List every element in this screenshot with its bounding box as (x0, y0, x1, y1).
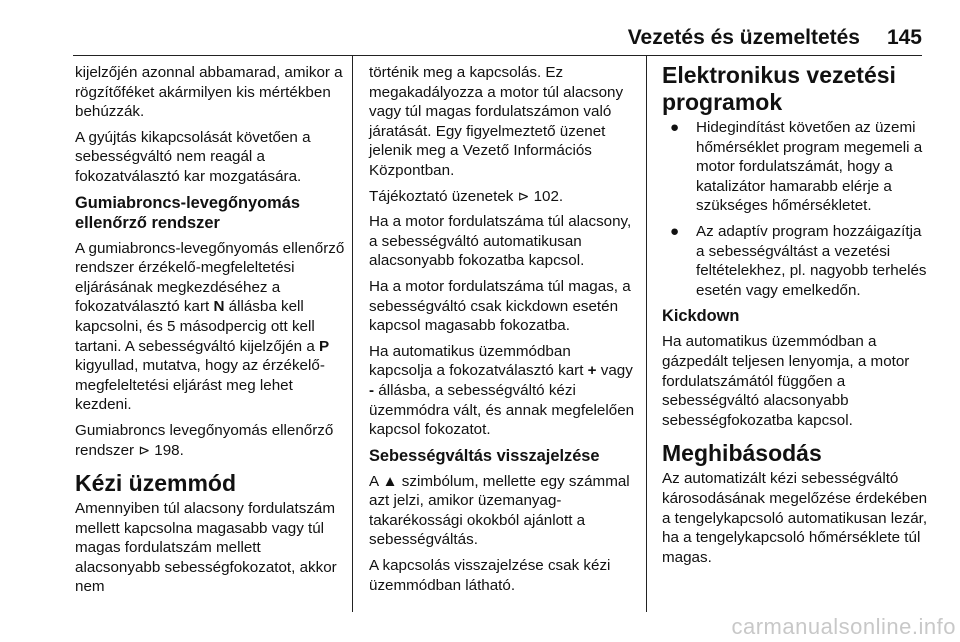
paragraph: Ha automatikus üzemmódban kapcsolja a fokozatválasztó kart + vagy - állásba, a sebességváltó kézi üzemmódra vált, és annak megfelelően kapcsol fokozatot. (369, 342, 635, 439)
page-reference[interactable]: 198. (154, 441, 184, 459)
paragraph: Ha a motor fordulatszáma túl alacsony, a sebességváltó automatikusan alacsonyabb fokozatba kapcsol. (369, 213, 632, 270)
list-item: ● Hidegindítást követően az üzemi hőmérséklet program megemeli a motor fordulatszámát, hogy a katalizátor hamarabb elérje a szükséges hőmérsékletet. (670, 119, 923, 215)
bullet-icon: ● (670, 119, 680, 136)
heading-fault: Meghibásodás (662, 440, 822, 467)
page-reference[interactable]: 102. (533, 187, 564, 205)
heading-tire-pressure: Gumiabroncs-levegőnyomás ellenőrző rendszer (75, 193, 300, 232)
list-item: ● Az adaptív program hozzáigazítja a sebességváltást a vezetési feltételekhez, pl. nagyobb terhelés esetén vagy emelkedőn. (670, 222, 927, 299)
column-3 (662, 63, 930, 573)
paragraph: A gyújtás kikapcsolását követően a sebességváltó nem reagál a fokozatválasztó kar mozgatására. (75, 128, 311, 185)
watermark: carmanualsonline.info (731, 614, 956, 639)
section-title: Vezetés és üzemeltetés (627, 26, 860, 49)
paragraph: A gumiabroncs-levegőnyomás ellenőrző rendszer érzékelő-megfeleltetési eljárásának megkezdéséhez a fokozatválasztó kart N állásba kell kapcsolni, és 5 másodpercig ott kell tartani. A sebességváltó kijelzőjén a P kigyullad, mutatva, hogy az érzékelő-megfeleltetési eljárást meg lehet kezdeni. (75, 239, 345, 414)
paragraph: Ha a motor fordulatszáma túl magas, a sebességváltó csak kickdown esetén kapcsol magasabb fokozatba. (369, 277, 631, 335)
page-header (0, 0, 960, 50)
heading-driving-programs: Elektronikus vezetési programok (662, 62, 896, 115)
heading-shift-feedback: Sebességváltás visszajelzése (369, 446, 600, 465)
paragraph: Az automatizált kézi sebességváltó károsodásának megelőzése érdekében a tengelykapcsoló automatikusan lezár, ha a tengelykapcsoló hőmérséklete túl magas. (662, 470, 928, 566)
paragraph: A kapcsolás visszajelzése csak kézi üzemmódban látható. (369, 557, 611, 594)
bullet-list (662, 118, 930, 300)
gear-p-label: P (319, 337, 330, 355)
plus-symbol: + (587, 362, 597, 380)
bullet-icon: ● (670, 222, 680, 240)
paragraph: Amennyiben túl alacsony fordulatszám mellett kapcsolna magasabb vagy túl magas fordulatszám mellett alacsonyabb sebességfokozatot, akkor nem (75, 500, 337, 596)
paragraph: Gumiabroncs levegőnyomás ellenőrző rendszer ⊳ 198. (75, 421, 334, 459)
column-divider-1 (352, 56, 353, 612)
heading-manual-mode: Kézi üzemmód (75, 470, 237, 497)
paragraph: Tájékoztató üzenetek ⊳ 102. (369, 187, 564, 205)
paragraph: Ha automatikus üzemmódban a gázpedált teljesen lenyomja, a motor fordulatszámától függően a sebességváltó alacsonyabb sebességfokozatba kapcsol. (662, 333, 910, 429)
ref-arrow-icon: ⊳ (138, 441, 151, 458)
paragraph: történik meg a kapcsolás. Ez megakadályozza a motor túl alacsony vagy túl magas fordulatszámon való járatását. Egy figyelmeztető üzenet jelenik meg a Vezető Információs Központban. (369, 64, 624, 179)
column-divider-2 (646, 56, 647, 612)
paragraph: A ▲ szimbólum, mellette egy számmal azt jelzi, amikor üzemanyag-takarékossági okokból ajánlott a sebességváltás. (369, 472, 630, 549)
heading-kickdown: Kickdown (662, 307, 740, 326)
ref-arrow-icon: ⊳ (517, 187, 530, 204)
shift-up-arrow-icon: ▲ (382, 472, 398, 490)
minus-symbol: - (369, 381, 375, 399)
column-2 (369, 63, 637, 601)
page-number: 145 (886, 26, 922, 49)
gear-n-label: N (213, 298, 225, 316)
column-1 (75, 63, 347, 603)
header-rule (73, 55, 922, 56)
paragraph: kijelzőjén azonnal abbamarad, amikor a rögzítőféket akármilyen kis mértékben behúzzák. (75, 64, 343, 121)
